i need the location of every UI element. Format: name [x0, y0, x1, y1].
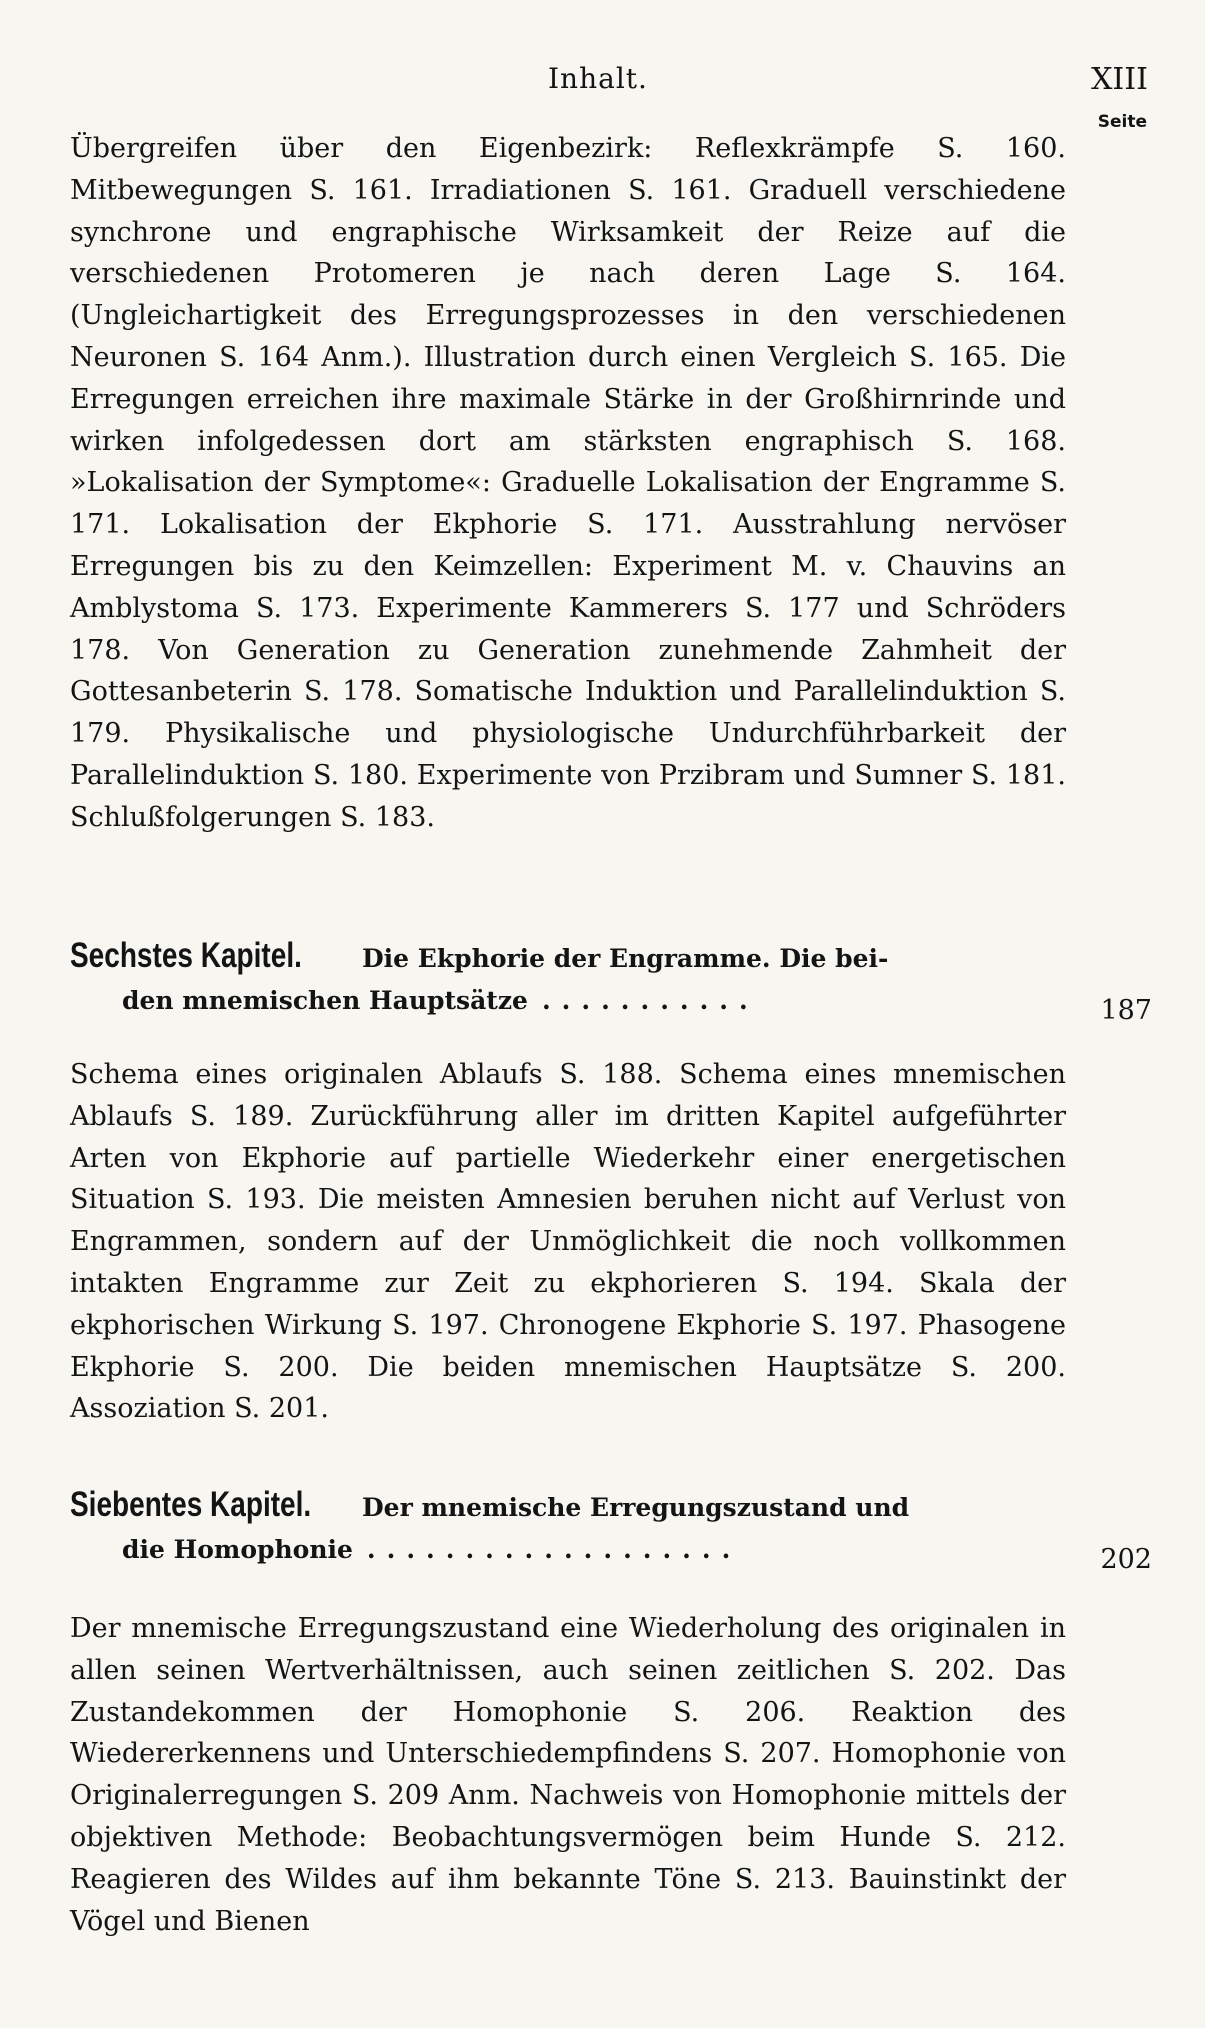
chapter-seven-title-line1: Der mnemische Erregungszustand und [362, 1493, 910, 1522]
chapter-seven-page: 202 [1100, 1544, 1152, 1575]
running-header [0, 62, 1205, 102]
chapter-six-number: Sechstes Kapitel. [70, 936, 302, 975]
chapter-seven-dot-leader: ................... [366, 1535, 742, 1564]
chapter-seven-summary: Der mnemische Erregungszustand eine Wiederholung des originalen in allen seinen Wertverhältnissen, auch seinen zeitlichen S. 202. Das Zustandekommen der Homophonie S. 206. Reaktion des Wiedererkennens und Unterschiedempfindens S. 207. Homophonie von Originalerregungen S. 209 Anm. Nachweis von Homophonie mittels der objektiven Methode: Beobachtungsvermögen beim Hunde S. 212. Reagieren des Wildes auf ihm bekannte Töne S. 213. Bauinstinkt der Vögel und Bienen [70, 1613, 1066, 1937]
chapter-six-entry [70, 936, 1152, 1030]
seite-column-label: Seite [1097, 112, 1147, 132]
page-number: XIII [1091, 62, 1148, 97]
chapter-six-summary: Schema eines originalen Ablaufs S. 188. Schema eines mnemischen Ablaufs S. 189. Zurückführung aller im dritten Kapitel aufgeführter Arten von Ekphorie auf partielle Wiederkehr einer energetischen Situation S. 193. Die meisten Amnesien beruhen nicht auf Verlust von Engrammen, sondern auf der Unmöglichkeit die noch vollkommen intakten Engramme zur Zeit zu ekphorieren S. 194. Skala der ekphorischen Wirkung S. 197. Chronogene Ekphorie S. 197. Phasogene Ekphorie S. 200. Die beiden mnemischen Hauptsätze S. 200. Assoziation S. 201. [70, 1059, 1066, 1425]
chapter-six-title-line2: den mnemischen Hauptsätze [122, 986, 528, 1015]
chapter-six-dot-leader: ........... [541, 986, 759, 1015]
chapter-seven-title-line2: die Homophonie [122, 1535, 353, 1564]
chapter-seven-number: Siebentes Kapitel. [70, 1485, 312, 1524]
chapter-six-title-line1: Die Ekphorie der Engramme. Die bei- [362, 944, 889, 973]
chapter-seven-entry [70, 1485, 1152, 1579]
chapter-six-page: 187 [1100, 995, 1152, 1026]
running-title: Inhalt. [548, 62, 648, 95]
chapter-five-summary: Übergreifen über den Eigenbezirk: Reflexkrämpfe S. 160. Mitbewegungen S. 161. Irradiationen S. 161. Graduell verschiedene synchrone und engraphische Wirksamkeit der Reize auf die verschiedenen Protomeren je nach deren Lage S. 164. (Ungleichartigkeit des Erregungsprozesses in den verschiedenen Neuronen S. 164 Anm.). Illustration durch einen Vergleich S. 165. Die Erregungen erreichen ihre maximale Stärke in der Großhirnrinde und wirken infolgedessen dort am stärksten engraphisch S. 168. »Lokalisation der Symptome«: Graduelle Lokalisation der Engramme S. 171. Lokalisation der Ekphorie S. 171. Ausstrahlung nervöser Erregungen bis zu den Keimzellen: Experiment M. v. Chauvins an Amblystoma S. 173. Experimente Kammerers S. 177 und Schröders 178. Von Generation zu Generation zunehmende Zahmheit der Gottesanbeterin S. 178. Somatische Induktion und Parallelinduktion S. 179. Physikalische und physiologische Undurchführbarkeit der Parallelinduktion S. 180. Experimente von Przibram und Sumner S. 181. Schlußfolgerungen S. 183. [70, 133, 1066, 833]
